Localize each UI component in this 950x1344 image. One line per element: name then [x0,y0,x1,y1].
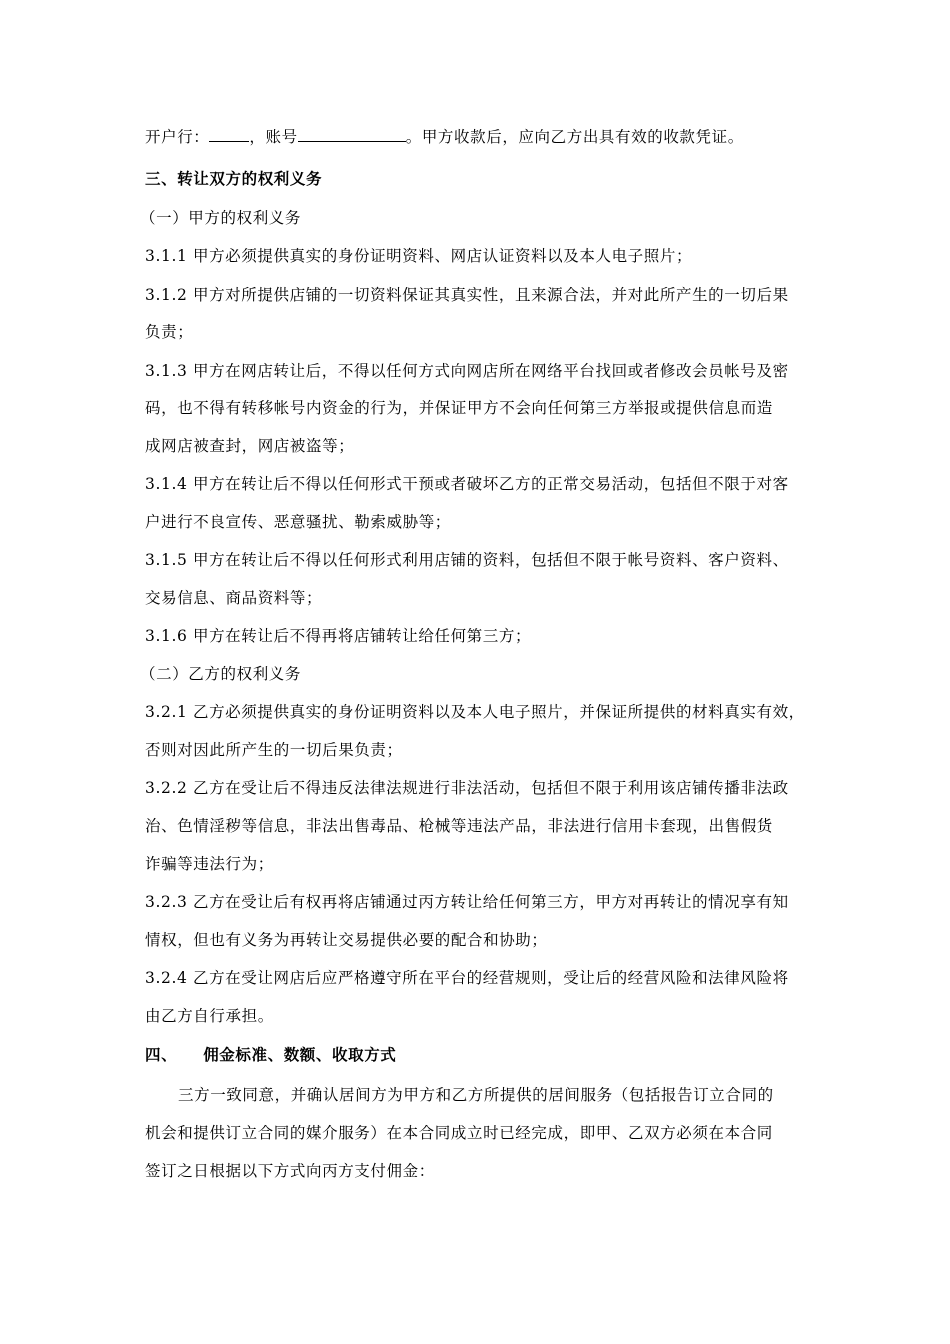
bank-blank [209,127,249,142]
section4-para-line1: 三方一致同意，并确认居间方为甲方和乙方所提供的居间服务（包括报告订立合同的 [178,1086,774,1104]
clause-3-2-2-line3: 诈骗等违法行为； [145,855,274,873]
section3-sub-b: （二）乙方的权利义务 [140,665,302,683]
section4-para-line3: 签订之日根据以下方式向丙方支付佣金： [145,1162,435,1180]
section4-heading-text: 佣金标准、数额、收取方式 [203,1045,397,1064]
clause-3-2-3-line2: 情权，但也有义务为再转让交易提供必要的配合和协助； [145,931,548,949]
bank-label: 开户行： [145,128,210,146]
clause-3-2-1-line2: 否则对因此所产生的一切后果负责； [145,741,403,759]
section4-para-line2: 机会和提供订立合同的媒介服务）在本合同成立时已经完成，即甲、乙双方必须在本合同 [145,1124,773,1142]
clause-3-1-3-line2: 码，也不得有转移帐号内资金的行为，并保证甲方不会向任何第三方举报或提供信息而造 [145,399,773,417]
clause-3-1-3-line3: 成网店被查封，网店被盗等； [145,437,355,455]
clause-3-2-2-line1: 3.2.2 乙方在受让后不得违反法律法规进行非法活动，包括但不限于利用该店铺传播非法政 [145,779,789,797]
section4-heading [145,1044,396,1066]
clause-3-2-4-line2: 由乙方自行承担。 [145,1007,274,1025]
clause-3-2-2-line2: 治、色情淫秽等信息，非法出售毒品、枪械等违法产品，非法进行信用卡套现，出售假货 [145,817,773,835]
clause-3-2-3-line1: 3.2.3 乙方在受让后有权再将店铺通过丙方转让给任何第三方，甲方对再转让的情况享有知 [145,893,789,911]
clause-3-1-1: 3.1.1 甲方必须提供真实的身份证明资料、网店认证资料以及本人电子照片； [145,247,693,265]
clause-3-1-4-line1: 3.1.4 甲方在转让后不得以任何形式干预或者破坏乙方的正常交易活动，包括但不限于对客 [145,475,789,493]
account-label: ，账号 [249,128,298,146]
clause-3-1-4-line2: 户进行不良宣传、恶意骚扰、勒索威胁等； [145,513,451,531]
account-blank [298,127,406,142]
clause-3-1-2-line2: 负责； [145,323,194,341]
clause-3-1-5-line2: 交易信息、商品资料等； [145,589,323,607]
section3-sub-a: （一）甲方的权利义务 [140,209,302,227]
payment-after-text: 。甲方收款后，应向乙方出具有效的收款凭证。 [405,128,744,146]
clause-3-1-6: 3.1.6 甲方在转让后不得再将店铺转让给任何第三方； [145,627,532,645]
clause-3-1-5-line1: 3.1.5 甲方在转让后不得以任何形式利用店铺的资料，包括但不限于帐号资料、客户资料、 [145,551,789,569]
clause-3-1-3-line1: 3.1.3 甲方在网店转让后，不得以任何方式向网店所在网络平台找回或者修改会员帐号及密 [145,362,789,380]
clause-3-2-4-line1: 3.2.4 乙方在受让网店后应严格遵守所在平台的经营规则，受让后的经营风险和法律风险将 [145,969,789,987]
section4-heading-num: 四、 [145,1045,178,1064]
clause-3-1-2-line1: 3.1.2 甲方对所提供店铺的一切资料保证其真实性，且来源合法，并对此所产生的一切后果 [145,286,789,304]
payment-line [145,126,744,148]
clause-3-2-1-line1: 3.2.1 乙方必须提供真实的身份证明资料以及本人电子照片，并保证所提供的材料真实有效， [145,703,805,721]
section3-heading: 三、转让双方的权利义务 [145,169,323,188]
